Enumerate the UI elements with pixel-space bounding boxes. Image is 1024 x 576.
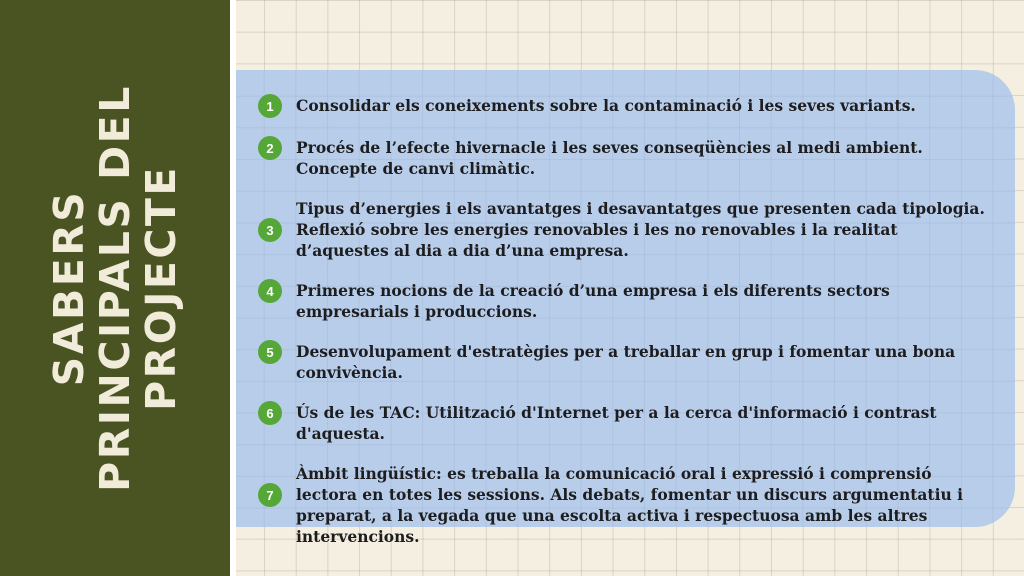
slide-title-line: PRINCIPALS DEL	[91, 84, 139, 492]
item-number-badge: 4	[258, 279, 282, 303]
item-number-badge: 2	[258, 136, 282, 160]
item-number-badge: 7	[258, 483, 282, 507]
item-text: Àmbit lingüístic: es treballa la comunicació oral i expressió i comprensió lectora en totes les sessions. Als debats, fomentar un discurs argumentatiu i preparat, a la vegada que una escolta activa i respectuosa amb les altres intervencions.	[296, 464, 964, 546]
list-item	[258, 280, 985, 322]
list-item	[258, 198, 985, 261]
item-number-badge: 6	[258, 401, 282, 425]
item-text: Procés de l’efecte hivernacle i les seves conseqüències al medi ambient. Concepte de canvi climàtic.	[296, 138, 923, 178]
list-item	[258, 341, 985, 383]
slide-title-line: PROJECTE	[137, 165, 185, 411]
content-panel	[236, 70, 1015, 546]
item-text: Primeres nocions de la creació d’una empresa i els diferents sectors empresarials i produccions.	[296, 281, 890, 321]
item-text: Ús de les TAC: Utilització d'Internet per a la cerca d'informació i contrast d'aquesta.	[296, 403, 937, 443]
list-item	[258, 463, 985, 547]
sidebar	[0, 0, 230, 576]
slide-title-line: SABERS	[45, 189, 93, 387]
item-text: Tipus d’energies i els avantatges i desavantatges que presenten cada tipologia. Reflexió sobre les energies renovables i les no renovables i la realitat d’aquestes al dia a dia d’una empresa.	[296, 199, 985, 260]
grid-background	[236, 0, 1024, 576]
item-number-badge: 1	[258, 94, 282, 118]
item-number-badge: 3	[258, 218, 282, 242]
list-item	[258, 137, 985, 179]
item-number-badge: 5	[258, 340, 282, 364]
item-text: Desenvolupament d'estratègies per a treballar en grup i fomentar una bona convivència.	[296, 342, 956, 382]
item-text: Consolidar els coneixements sobre la contaminació i les seves variants.	[296, 96, 916, 115]
list-item	[258, 402, 985, 444]
slide-title-vertical	[46, 0, 184, 576]
list-item	[258, 95, 985, 118]
